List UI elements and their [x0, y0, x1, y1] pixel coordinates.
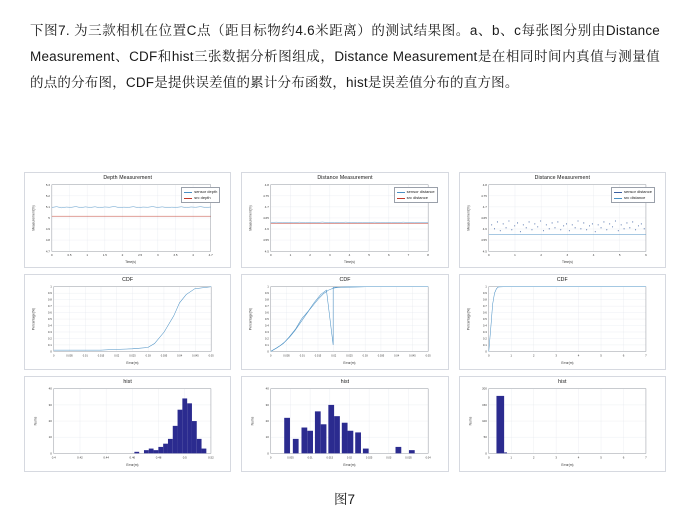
svg-text:0.46: 0.46	[129, 455, 136, 460]
legend-label: sensor depth	[194, 189, 218, 194]
svg-text:200: 200	[481, 386, 487, 391]
svg-text:Percentage(%): Percentage(%)	[466, 308, 471, 331]
chart-panel-b-hist	[241, 376, 448, 472]
svg-text:7: 7	[644, 455, 647, 460]
svg-text:4.7: 4.7	[265, 205, 270, 210]
svg-text:4.8: 4.8	[45, 238, 50, 243]
svg-text:0.005: 0.005	[287, 456, 295, 460]
chart-panel-a-hist	[24, 376, 231, 472]
chart-title-c-distance: Distance Measurement	[534, 175, 590, 181]
legend-label: src depth	[194, 195, 211, 200]
svg-text:Measurement(m): Measurement(m)	[466, 205, 471, 231]
svg-text:0.01: 0.01	[300, 354, 306, 358]
svg-text:6: 6	[622, 455, 624, 460]
svg-text:Time(s): Time(s)	[125, 260, 136, 265]
chart-title-b-hist: hist	[340, 379, 350, 385]
legend-item	[397, 195, 435, 201]
svg-text:4.55: 4.55	[263, 238, 270, 243]
svg-text:0.025: 0.025	[129, 354, 136, 358]
chart-panel-c-hist	[459, 376, 666, 472]
svg-text:Nums: Nums	[33, 416, 38, 426]
svg-text:100: 100	[481, 419, 487, 424]
svg-text:0: 0	[487, 455, 490, 460]
caption-text: 下图7. 为三款相机在位置C点（距目标物约4.6米距离）的测试结果图。a、b、c每张图分别由Distance Measurement、CDF和hist三张数据分析图组成，Distance Measurement是在相同时间内真值与测量值的点的分布图，CDF是提供误差值的累计分布函数，hist是误差值分布的直方图。	[30, 23, 660, 90]
svg-text:0.44: 0.44	[103, 455, 109, 460]
svg-text:0.5: 0.5	[265, 317, 270, 322]
svg-text:1.5: 1.5	[102, 253, 107, 258]
svg-text:Time(s): Time(s)	[344, 260, 356, 265]
svg-text:4.75: 4.75	[263, 193, 270, 198]
svg-text:0.01: 0.01	[82, 354, 88, 358]
legend-swatch-sensor	[614, 192, 622, 193]
legend-label: src distance	[623, 195, 646, 200]
chart-title-c-cdf: CDF	[556, 277, 568, 283]
legend-a-distance	[181, 187, 220, 203]
svg-text:5: 5	[599, 353, 602, 358]
svg-text:Error(m): Error(m)	[343, 361, 356, 366]
svg-text:0: 0	[270, 456, 272, 460]
svg-text:0.035: 0.035	[405, 456, 413, 460]
svg-text:6: 6	[644, 253, 647, 258]
svg-text:0.02: 0.02	[114, 354, 120, 358]
svg-text:0.5: 0.5	[182, 455, 187, 460]
svg-text:0.2: 0.2	[265, 336, 270, 341]
svg-text:4.75: 4.75	[480, 193, 487, 198]
svg-text:4.7: 4.7	[45, 249, 50, 254]
svg-text:0.1: 0.1	[47, 342, 52, 347]
svg-text:10: 10	[48, 435, 52, 440]
svg-text:0.035: 0.035	[378, 354, 385, 358]
svg-text:2: 2	[532, 353, 535, 358]
svg-text:1: 1	[289, 253, 292, 258]
svg-text:0.03: 0.03	[386, 456, 392, 460]
svg-text:50: 50	[483, 435, 487, 440]
svg-text:0: 0	[484, 451, 487, 456]
svg-text:0: 0	[53, 354, 55, 358]
svg-text:0.6: 0.6	[482, 310, 487, 315]
chart-title-b-cdf: CDF	[339, 277, 351, 283]
svg-text:40: 40	[266, 386, 270, 391]
svg-text:0.4: 0.4	[51, 455, 56, 460]
svg-text:0.4: 0.4	[47, 323, 52, 328]
svg-text:0.02: 0.02	[347, 456, 353, 460]
svg-text:0: 0	[267, 451, 270, 456]
svg-text:5.3: 5.3	[45, 182, 50, 187]
plot-b-cdf	[242, 275, 447, 369]
svg-text:0.2: 0.2	[47, 336, 52, 341]
svg-text:0: 0	[484, 349, 487, 354]
svg-text:4: 4	[592, 253, 595, 258]
svg-text:0.04: 0.04	[177, 354, 183, 358]
svg-text:Error(m): Error(m)	[126, 361, 139, 366]
svg-text:0.02: 0.02	[331, 354, 337, 358]
chart-panel-b-cdf	[241, 274, 448, 370]
svg-text:0.7: 0.7	[265, 304, 270, 309]
chart-panel-a-cdf	[24, 274, 231, 370]
svg-text:0.1: 0.1	[265, 342, 270, 347]
svg-text:1: 1	[267, 284, 270, 289]
chart-panel-c-distance	[459, 172, 666, 268]
svg-text:5.1: 5.1	[45, 205, 50, 210]
plot-b-hist	[242, 377, 447, 471]
svg-text:0: 0	[267, 349, 270, 354]
svg-text:0.3: 0.3	[482, 329, 487, 334]
svg-text:0.5: 0.5	[482, 317, 487, 322]
svg-text:4.5: 4.5	[482, 249, 487, 254]
svg-text:4.8: 4.8	[482, 182, 487, 187]
svg-text:Nums: Nums	[250, 416, 255, 426]
svg-text:40: 40	[48, 386, 52, 391]
svg-text:0.03: 0.03	[363, 354, 369, 358]
svg-text:7: 7	[407, 253, 410, 258]
svg-text:0.7: 0.7	[482, 304, 487, 309]
svg-text:2.5: 2.5	[138, 253, 143, 258]
svg-text:4: 4	[577, 353, 580, 358]
svg-text:0.03: 0.03	[145, 354, 151, 358]
plot-a-cdf	[25, 275, 230, 369]
figure-grid-container	[24, 172, 666, 472]
chart-title-a-hist: hist	[123, 379, 132, 385]
svg-text:30: 30	[48, 402, 52, 407]
svg-text:4.8: 4.8	[265, 182, 270, 187]
svg-text:0.015: 0.015	[97, 354, 105, 358]
svg-text:0.045: 0.045	[192, 354, 199, 358]
svg-text:1: 1	[86, 253, 89, 258]
svg-text:Error(m): Error(m)	[561, 463, 574, 468]
svg-text:5: 5	[368, 253, 371, 258]
svg-text:0.005: 0.005	[283, 354, 291, 358]
svg-text:Nums: Nums	[468, 416, 473, 426]
chart-title-a-distance: Depth Measurement	[103, 175, 153, 181]
svg-text:0.2: 0.2	[482, 336, 487, 341]
svg-text:0.8: 0.8	[482, 297, 487, 302]
chart-title-a-cdf: CDF	[122, 277, 134, 283]
svg-text:0.5: 0.5	[67, 253, 72, 258]
svg-text:0: 0	[270, 354, 272, 358]
plot-c-cdf	[460, 275, 665, 369]
svg-text:2: 2	[532, 455, 535, 460]
svg-text:0.9: 0.9	[482, 291, 487, 296]
legend-label: sensor distance	[406, 189, 435, 194]
chart-panel-c-cdf	[459, 274, 666, 370]
svg-text:6: 6	[388, 253, 390, 258]
svg-text:0.42: 0.42	[77, 455, 83, 460]
svg-text:0.025: 0.025	[346, 354, 354, 358]
svg-text:0.05: 0.05	[208, 354, 214, 358]
legend-item	[184, 195, 217, 201]
svg-text:20: 20	[48, 419, 52, 424]
legend-label: src distance	[406, 195, 428, 200]
legend-label: sensor distance	[623, 189, 652, 194]
svg-text:0.01: 0.01	[307, 456, 313, 460]
svg-text:0.04: 0.04	[425, 456, 431, 460]
svg-text:1: 1	[510, 455, 512, 460]
svg-text:3: 3	[554, 455, 557, 460]
legend-item	[614, 195, 652, 201]
svg-text:2: 2	[121, 253, 124, 258]
svg-text:3.5: 3.5	[173, 253, 178, 258]
plot-a-hist	[25, 377, 230, 471]
svg-text:0: 0	[270, 253, 272, 258]
svg-text:0.48: 0.48	[155, 455, 162, 460]
svg-text:2: 2	[309, 253, 312, 258]
svg-text:20: 20	[266, 419, 270, 424]
svg-text:8: 8	[427, 253, 430, 258]
svg-text:0.015: 0.015	[315, 354, 322, 358]
svg-text:1: 1	[510, 353, 512, 358]
svg-text:Error(m): Error(m)	[343, 463, 356, 468]
svg-text:0.045: 0.045	[409, 354, 416, 358]
svg-text:0.04: 0.04	[394, 354, 400, 358]
svg-text:0.5: 0.5	[47, 317, 52, 322]
svg-text:0.52: 0.52	[208, 455, 214, 460]
svg-text:Measurement(m): Measurement(m)	[248, 205, 253, 231]
chart-panel-a-distance	[24, 172, 231, 268]
svg-text:0.8: 0.8	[265, 297, 270, 302]
svg-text:3: 3	[156, 253, 159, 258]
svg-text:4.55: 4.55	[480, 238, 487, 243]
svg-text:5: 5	[618, 253, 621, 258]
svg-text:1: 1	[50, 284, 52, 289]
plot-c-hist	[460, 377, 665, 471]
chart-panel-b-distance	[241, 172, 448, 268]
chart-title-c-hist: hist	[558, 379, 567, 385]
svg-text:0.9: 0.9	[265, 291, 270, 296]
svg-text:0: 0	[51, 253, 53, 258]
svg-text:4.7: 4.7	[208, 253, 213, 258]
svg-text:3: 3	[329, 253, 331, 258]
svg-text:Percentage(%): Percentage(%)	[248, 308, 253, 331]
svg-text:4.65: 4.65	[263, 216, 270, 221]
svg-text:0.8: 0.8	[47, 297, 52, 302]
legend-swatch-src	[614, 198, 622, 199]
svg-text:0.9: 0.9	[47, 291, 52, 296]
svg-text:0.4: 0.4	[482, 323, 487, 328]
svg-text:4: 4	[577, 455, 580, 460]
svg-text:4.5: 4.5	[265, 249, 270, 254]
svg-text:1: 1	[484, 284, 487, 289]
svg-text:0.1: 0.1	[482, 342, 487, 347]
chart-title-b-distance: Distance Measurement	[317, 175, 373, 181]
svg-text:Time(s): Time(s)	[561, 260, 573, 265]
svg-text:4.7: 4.7	[482, 205, 487, 210]
svg-text:2: 2	[540, 253, 542, 258]
svg-text:0: 0	[487, 253, 490, 258]
chart-grid	[24, 172, 666, 472]
svg-text:0.005: 0.005	[66, 354, 73, 358]
svg-text:6: 6	[622, 353, 624, 358]
svg-text:3: 3	[566, 253, 568, 258]
svg-text:0: 0	[50, 451, 52, 456]
svg-text:0: 0	[487, 353, 490, 358]
legend-c-distance	[611, 187, 655, 203]
legend-swatch-sensor	[397, 192, 405, 193]
svg-text:4.6: 4.6	[265, 227, 270, 232]
svg-text:0.025: 0.025	[366, 456, 373, 460]
svg-text:0.3: 0.3	[47, 329, 52, 334]
legend-swatch-src	[184, 198, 192, 199]
svg-text:7: 7	[644, 353, 647, 358]
figure-caption-label: 图7	[333, 492, 355, 507]
svg-text:30: 30	[266, 402, 270, 407]
svg-text:4.6: 4.6	[482, 227, 487, 232]
legend-swatch-sensor	[184, 192, 192, 193]
svg-text:Error(m): Error(m)	[126, 463, 139, 468]
svg-text:0.6: 0.6	[47, 310, 52, 315]
svg-text:4: 4	[348, 253, 351, 258]
svg-text:0.3: 0.3	[265, 329, 270, 334]
svg-text:3: 3	[554, 353, 557, 358]
svg-text:0.4: 0.4	[265, 323, 270, 328]
svg-text:Error(m): Error(m)	[561, 361, 574, 366]
svg-text:1: 1	[513, 253, 516, 258]
svg-text:5: 5	[599, 455, 602, 460]
legend-b-distance	[394, 187, 438, 203]
legend-swatch-src	[397, 198, 405, 199]
svg-text:10: 10	[266, 435, 270, 440]
svg-text:0: 0	[50, 349, 52, 354]
svg-text:4: 4	[192, 253, 194, 258]
svg-text:4.65: 4.65	[480, 216, 487, 221]
svg-text:5: 5	[48, 216, 50, 221]
svg-text:0.7: 0.7	[47, 304, 52, 309]
svg-text:Percentage(%): Percentage(%)	[31, 308, 36, 331]
svg-text:150: 150	[481, 402, 487, 407]
svg-text:0.035: 0.035	[160, 354, 168, 358]
svg-text:0.6: 0.6	[265, 310, 270, 315]
svg-text:0.015: 0.015	[326, 456, 334, 460]
svg-text:0.05: 0.05	[425, 354, 431, 358]
svg-text:Measurement(m): Measurement(m)	[31, 205, 36, 231]
svg-text:4.9: 4.9	[45, 227, 50, 232]
svg-text:5.2: 5.2	[45, 193, 50, 198]
